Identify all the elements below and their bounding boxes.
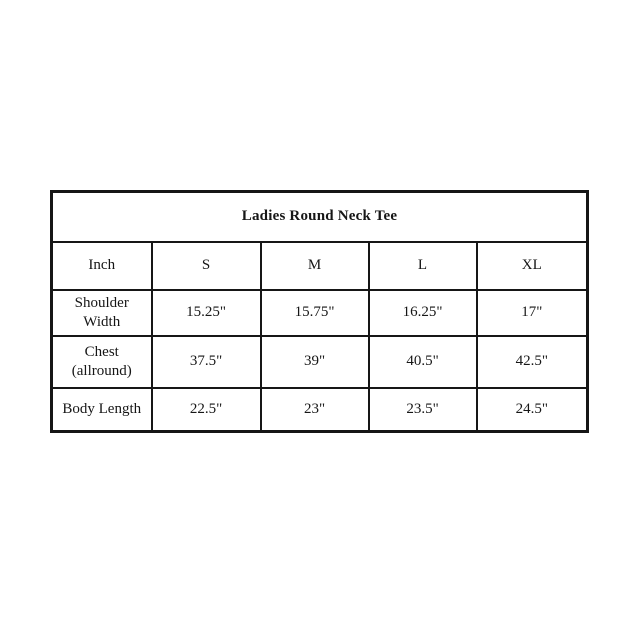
- column-header-l: L: [369, 242, 477, 290]
- row-label-chest: Chest (allround): [52, 336, 152, 388]
- cell-body-length-s: 22.5": [152, 388, 261, 432]
- size-chart-table: [50, 190, 589, 433]
- cell-chest-l: 40.5": [369, 336, 477, 388]
- cell-body-length-l: 23.5": [369, 388, 477, 432]
- cell-shoulder-width-l: 16.25": [369, 290, 477, 336]
- cell-shoulder-width-s: 15.25": [152, 290, 261, 336]
- cell-shoulder-width-m: 15.75": [261, 290, 369, 336]
- column-header-inch: Inch: [52, 242, 152, 290]
- column-header-s: S: [152, 242, 261, 290]
- table-row-body-length: [52, 388, 588, 432]
- table-row-shoulder-width: [52, 290, 588, 336]
- cell-body-length-m: 23": [261, 388, 369, 432]
- cell-shoulder-width-xl: 17": [477, 290, 588, 336]
- table-row-chest: [52, 336, 588, 388]
- table-title: Ladies Round Neck Tee: [52, 192, 588, 242]
- table-title-row: [52, 192, 588, 242]
- table-header-row: [52, 242, 588, 290]
- column-header-xl: XL: [477, 242, 588, 290]
- cell-chest-m: 39": [261, 336, 369, 388]
- cell-chest-s: 37.5": [152, 336, 261, 388]
- cell-chest-xl: 42.5": [477, 336, 588, 388]
- column-header-m: M: [261, 242, 369, 290]
- cell-body-length-xl: 24.5": [477, 388, 588, 432]
- row-label-body-length: Body Length: [52, 388, 152, 432]
- row-label-shoulder-width: Shoulder Width: [52, 290, 152, 336]
